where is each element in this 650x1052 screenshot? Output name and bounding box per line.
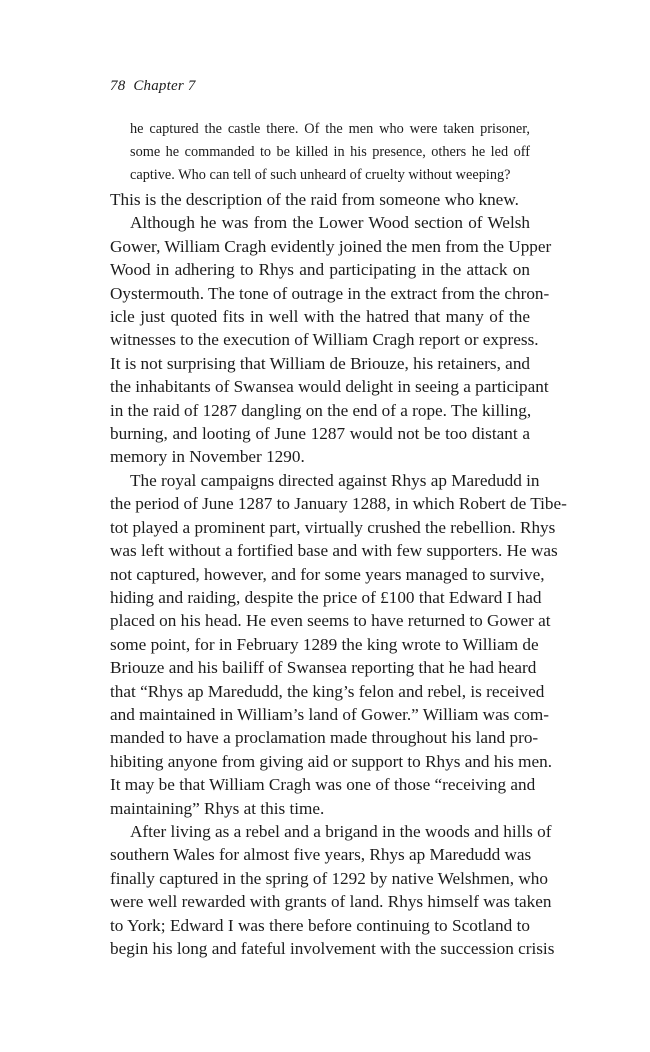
body-line: Briouze and his bailiff of Swansea reporting that he had heard — [110, 658, 537, 678]
body-line: It is not surprising that William de Briouze, his retainers, and — [110, 353, 531, 373]
body-line: This is the description of the raid from someone who knew. — [110, 190, 519, 209]
body-line: were well rewarded with grants of land. Rhys himself was taken — [110, 892, 552, 912]
body-line: Gower, William Cragh evidently joined the men from the Upper — [110, 236, 552, 256]
body-line: begin his long and fateful involvement with the succession crisis — [110, 939, 555, 958]
body-line: tot played a prominent part, virtually crushed the rebellion. Rhys — [110, 517, 556, 537]
body-line: After living as a rebel and a brigand in the woods and hills of — [130, 821, 552, 841]
chapter-title: Chapter 7 — [133, 78, 196, 94]
body-line: manded to have a proclamation made throughout his land pro- — [110, 728, 539, 748]
page-number: 78 — [110, 78, 126, 94]
body-line: memory in November 1290. — [110, 447, 305, 467]
body-line: and maintained in William’s land of Gower.” William was com- — [110, 704, 550, 724]
body-line: finally captured in the spring of 1292 by native Welshmen, who — [110, 868, 548, 888]
body-line: the inhabitants of Swansea would delight in seeing a participant — [110, 377, 549, 397]
body-text — [110, 188, 567, 960]
body-line: in the raid of 1287 dangling on the end of a rope. The killing, — [110, 400, 532, 420]
body-line: witnesses to the execution of William Cragh report or express. — [110, 330, 539, 350]
body-line: that “Rhys ap Maredudd, the king’s felon and rebel, is received — [110, 681, 545, 701]
body-line: was left without a fortified base and with few supporters. He was — [110, 541, 558, 561]
body-line: the period of June 1287 to January 1288, in which Robert de Tibe- — [110, 494, 567, 514]
body-line: Wood in adhering to Rhys and participating in the attack on — [110, 260, 530, 280]
body-line: It may be that William Cragh was one of those “receiving and — [110, 775, 536, 795]
body-line: maintaining” Rhys at this time. — [110, 798, 325, 818]
quote-line: he captured the castle there. Of the men who were taken prisoner, — [130, 121, 530, 137]
body-line: southern Wales for almost five years, Rhys ap Maredudd was — [110, 845, 532, 865]
body-line: hibiting anyone from giving aid or support to Rhys and his men. — [110, 751, 553, 771]
block-quote — [130, 118, 530, 187]
body-line: icle just quoted fits in well with the hatred that many of the — [110, 307, 530, 327]
body-line: hiding and raiding, despite the price of £100 that Edward I had — [110, 587, 542, 607]
body-line: burning, and looting of June 1287 would not be too distant a — [110, 424, 530, 444]
running-header — [110, 78, 196, 95]
body-line: some point, for in February 1289 the king wrote to William de — [110, 634, 539, 654]
body-line: The royal campaigns directed against Rhys ap Maredudd in — [130, 470, 540, 490]
body-line: to York; Edward I was there before continuing to Scotland to — [110, 915, 530, 935]
body-line: not captured, however, and for some years managed to survive, — [110, 564, 545, 584]
quote-line: some he commanded to be killed in his presence, others he led off — [130, 144, 530, 160]
body-line: Although he was from the Lower Wood section of Welsh — [130, 213, 530, 233]
quote-line: captive. Who can tell of such unheard of cruelty without weeping? — [130, 167, 511, 183]
body-line: placed on his head. He even seems to have returned to Gower at — [110, 611, 551, 631]
body-line: Oystermouth. The tone of outrage in the extract from the chron- — [110, 283, 550, 303]
